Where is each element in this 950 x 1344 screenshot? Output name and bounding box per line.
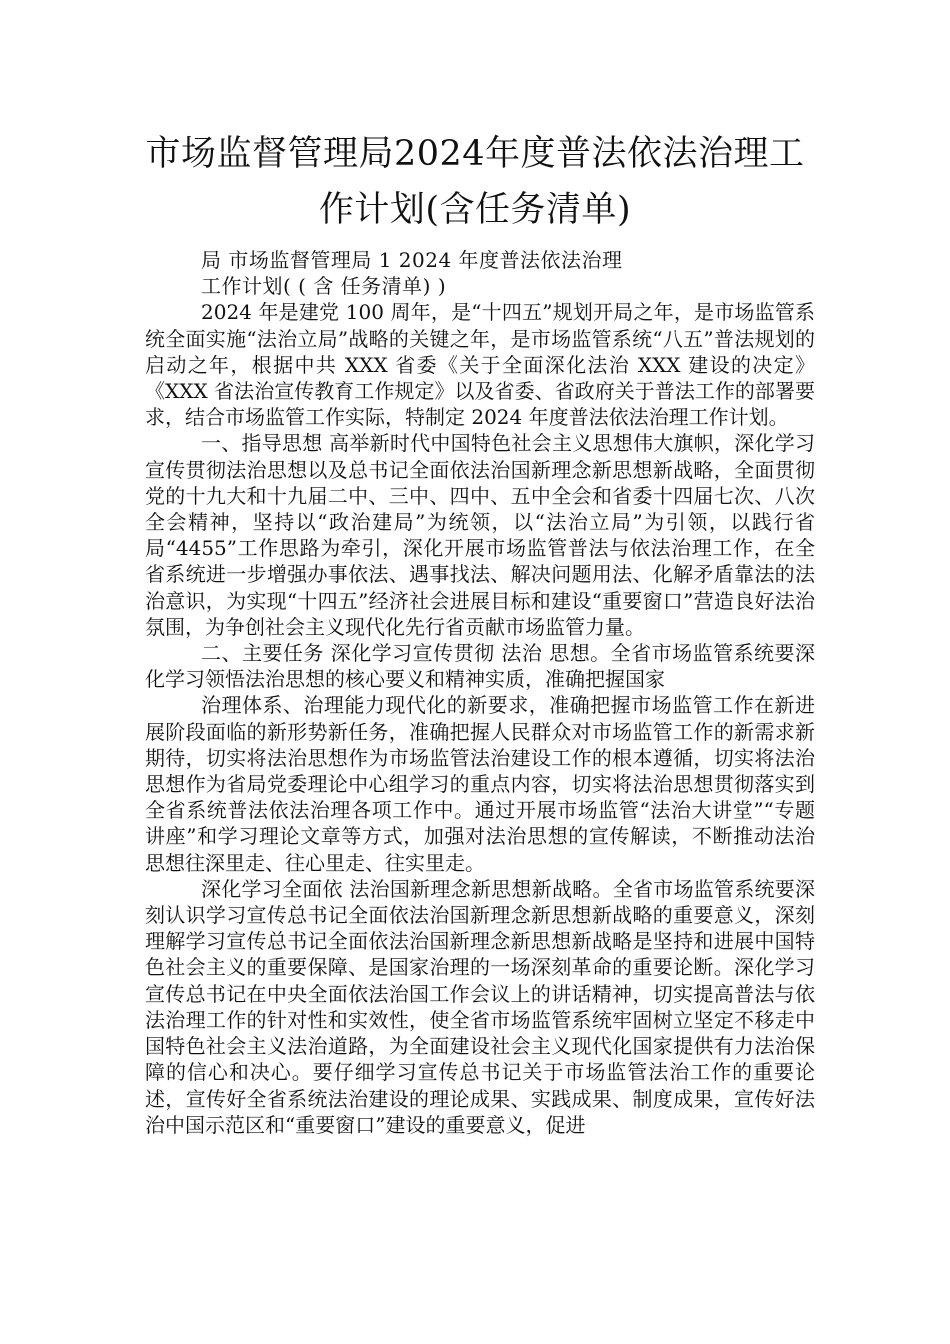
subtitle-line-2: 工作计划( ( 含 任务清单) ) — [201, 274, 447, 299]
paragraph-intro: 2024 年是建党 100 周年，是“十四五”规划开局之年，是市场监管系统全面实施“法治立局”战略的关键之年，是市场监管系统“八五”普法规划的启动之年，根据中共 XXX 省委《关于全面深化法治 XXX 建设的决定》《XXX 省法治宣传教育工作规定》以及省委、省政府关于普法工作的部署要求，结合市场监管工作实际，特制定 2024 年度普法依法治理工作计划。 — [145, 300, 815, 430]
subtitle-line-1: 局 市场监督管理局 1 2024 年度普法依法治理 — [201, 248, 623, 272]
paragraph-guiding-ideology: 一、指导思想 高举新时代中国特色社会主义思想伟大旗帜，深化学习宣传贯彻法治思想以及总书记全面依法治国新理念新思想新战略，全面贯彻党的十九大和十九届二中、三中、四中、五中全会和省委十四届七次、八次全会精神，坚持以“政治建局”为统领，以“法治立局”为引领，以践行省局“4455”工作思路为牵引，深化开展市场监管普法与依法治理工作，在全省系统进一步增强办事依法、遇事找法、解决问题用法、化解矛盾靠法的法治意识，为实现“十四五”经济社会进展目标和建设“重要窗口”营造良好法治氛围，为争创社会主义现代化先行省贡献市场监管力量。 — [145, 431, 815, 639]
paragraph-governance: 治理体系、治理能力现代化的新要求，准确把握市场监管工作在新进展阶段面临的新形势新任务，准确把握人民群众对市场监管工作的新需求新期待，切实将法治思想作为市场监管法治建设工作的根本遵循，切实将法治思想作为省局党委理论中心组学习的重点内容，切实将法治思想贯彻落实到全省系统普法依法治理各项工作中。通过开展市场监管“法治大讲堂”“专题讲座”和学习理论文章等方式，加强对法治思想的宣传解读，不断推动法治思想往深里走、往心里走、往实里走。 — [145, 693, 815, 875]
paragraph-main-tasks: 二、主要任务 深化学习宣传贯彻 法治 思想。全省市场监管系统要深化学习领悟法治思想的核心要义和精神实质，准确把握国家 — [145, 641, 815, 692]
paragraph-rule-of-law-study: 深化学习全面依 法治国新理念新思想新战略。全省市场监管系统要深刻认识学习宣传总书记全面依法治国新理念新思想新战略的重要意义，深刻理解学习宣传总书记全面依法治国新理念新思想新战略是坚持和进展中国特色社会主义的重要保障、是国家治理的一场深刻革命的重要论断。深化学习宣传总书记在中央全面依法治国工作会议上的讲话精神，切实提高普法与依法治理工作的针对性和实效性，使全省市场监管系统牢固树立坚定不移走中国特色社会主义法治道路，为全面建设社会主义现代化国家提供有力法治保障的信心和决心。要仔细学习宣传总书记关于市场监管法治工作的重要论述，宣传好全省系统法治建设的理论成果、实践成果、制度成果，宣传好法治中国示范区和“重要窗口”建设的重要意义，促进 — [145, 876, 815, 1137]
document-title: 市场监督管理局2024年度普法依法治理工作计划(含任务清单) — [145, 134, 805, 230]
document-body — [145, 247, 815, 1138]
